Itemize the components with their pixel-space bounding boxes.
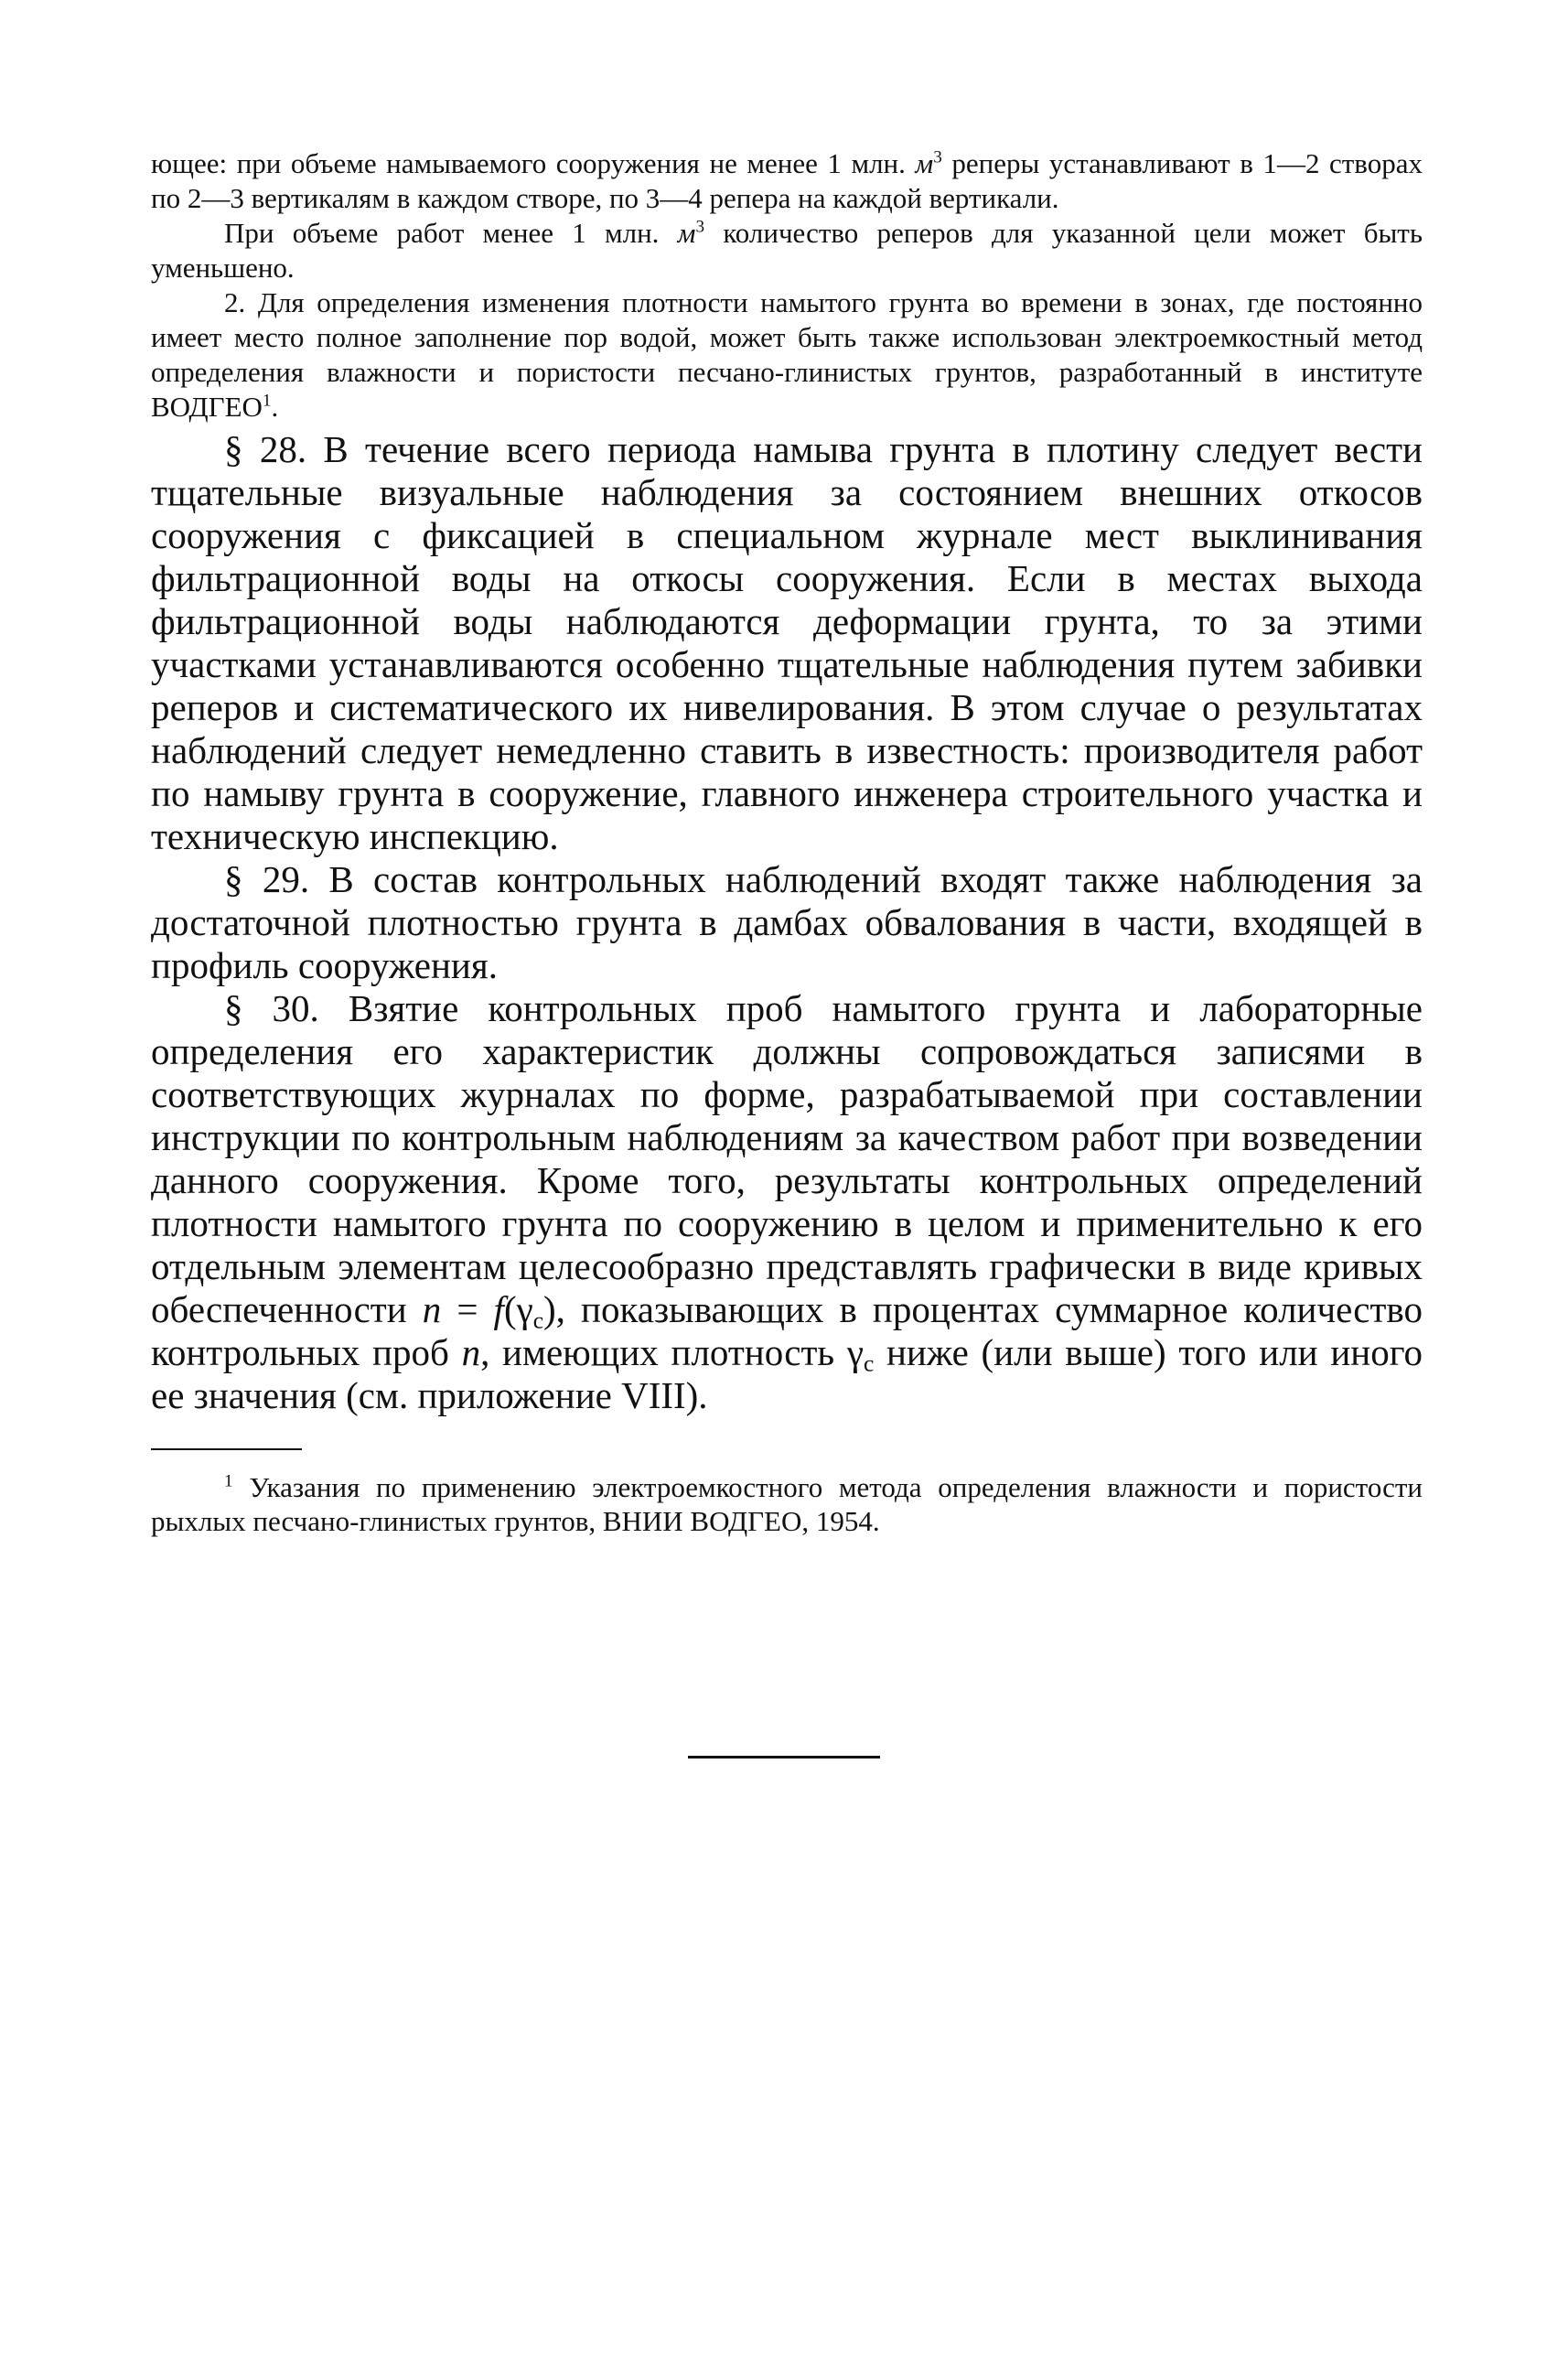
paragraph-text: количество реперов для указанной цели может быть уменьшено. bbox=[151, 217, 1423, 284]
paragraph-text: реперы устанавливают в 1—2 створах по 2—3 вертикалям в каждом створе, по 3—4 репера на каждой вертикали. bbox=[151, 147, 1423, 214]
page-body bbox=[151, 146, 1423, 1538]
footnote-body: Указания по применению электроемкостного метода определения влажности и пористости рыхлых песчано-глинистых грунтов, ВНИИ ВОДГЕО, 1954. bbox=[151, 1471, 1423, 1537]
paragraph-text: ющее: при объеме намываемого сооружения не менее 1 млн. bbox=[151, 147, 916, 179]
formula-gamma: γ bbox=[516, 1288, 533, 1330]
formula-subscript: c bbox=[532, 1307, 544, 1334]
formula-n: n bbox=[422, 1288, 442, 1330]
paragraph-text: , имеющих плотность bbox=[480, 1331, 847, 1373]
top-text-block bbox=[151, 146, 1423, 425]
footnote-text bbox=[151, 1470, 1423, 1538]
formula-paren: ( bbox=[503, 1288, 517, 1330]
variable-gamma: γ bbox=[846, 1331, 864, 1373]
unit-cubic-meter: м bbox=[915, 147, 934, 179]
paragraph-text: ниже (или выше) того или иного ее значения (см. приложение VIII). bbox=[151, 1331, 1423, 1416]
section-30 bbox=[151, 987, 1423, 1417]
footnote bbox=[151, 1470, 1423, 1538]
main-text-block bbox=[151, 428, 1423, 1417]
footnote-divider bbox=[151, 1448, 302, 1450]
section-28: § 28. В течение всего периода намыва грунта в плотину следует вести тщательные визуальные наблюдения за состоянием внешних откосов сооружения с фиксацией в специальном журнале мест выклинивания фильтрационной воды на откосы сооружения. Если в местах выхода фильтрационной воды наблюдаются деформации грунта, то за этими участками устанавливаются особенно тщательные наблюдения путем забивки реперов и систематического их нивелирования. В этом случае о результатах наблюдений следует немедленно ставить в известность: производителя работ по намыву грунта в сооружение, главного инженера строительного участка и техническую инспекцию. bbox=[151, 428, 1423, 857]
unit-cubic-meter: м bbox=[677, 217, 696, 249]
paragraph-text: . bbox=[271, 391, 279, 423]
superscript: 3 bbox=[933, 147, 942, 167]
paragraph-text: При объеме работ менее 1 млн. bbox=[224, 217, 678, 249]
paragraph-volume-less bbox=[151, 216, 1423, 285]
superscript: 3 bbox=[695, 217, 705, 237]
footnote-reference: 1 bbox=[262, 391, 272, 411]
paragraph-text: , показывающих в процентах суммарное количество контрольных проб bbox=[151, 1288, 1423, 1373]
formula-equals: = bbox=[441, 1288, 494, 1330]
section-29: § 29. В состав контрольных наблюдений входят также наблюдения за достаточной плотностью грунта в дамбах обвалования в части, входящей в профиль сооружения. bbox=[151, 858, 1423, 986]
variable-n: n bbox=[461, 1331, 481, 1373]
paragraph-continuation bbox=[151, 146, 1423, 216]
paragraph-item-2 bbox=[151, 285, 1423, 425]
paragraph-text: 2. Для определения изменения плотности намытого грунта во времени в зонах, где постоянно имеет место полное заполнение пор водой, может быть также использован электроемкостный метод определения влажности и пористости песчано-глинистых грунтов, разработанный в институте ВОДГЕО bbox=[151, 286, 1423, 423]
footnote-marker: 1 bbox=[224, 1471, 233, 1491]
formula-f: f bbox=[493, 1288, 504, 1330]
variable-subscript: c bbox=[863, 1350, 875, 1377]
end-divider bbox=[688, 1756, 880, 1759]
formula-paren: ) bbox=[543, 1288, 556, 1330]
paragraph-text: § 30. Взятие контрольных проб намытого грунта и лабораторные определения его характеристик должны сопровождаться записями в соответствующих журналах по форме, разрабатываемой при составлении инструкции по контрольным наблюдениям за качеством работ при возведении данного сооружения. Кроме того, результаты контрольных определений плотности намытого грунта по сооружению в целом и применительно к его отдельным элементам целесообразно представлять графически в виде кривых обеспеченности bbox=[151, 987, 1423, 1330]
